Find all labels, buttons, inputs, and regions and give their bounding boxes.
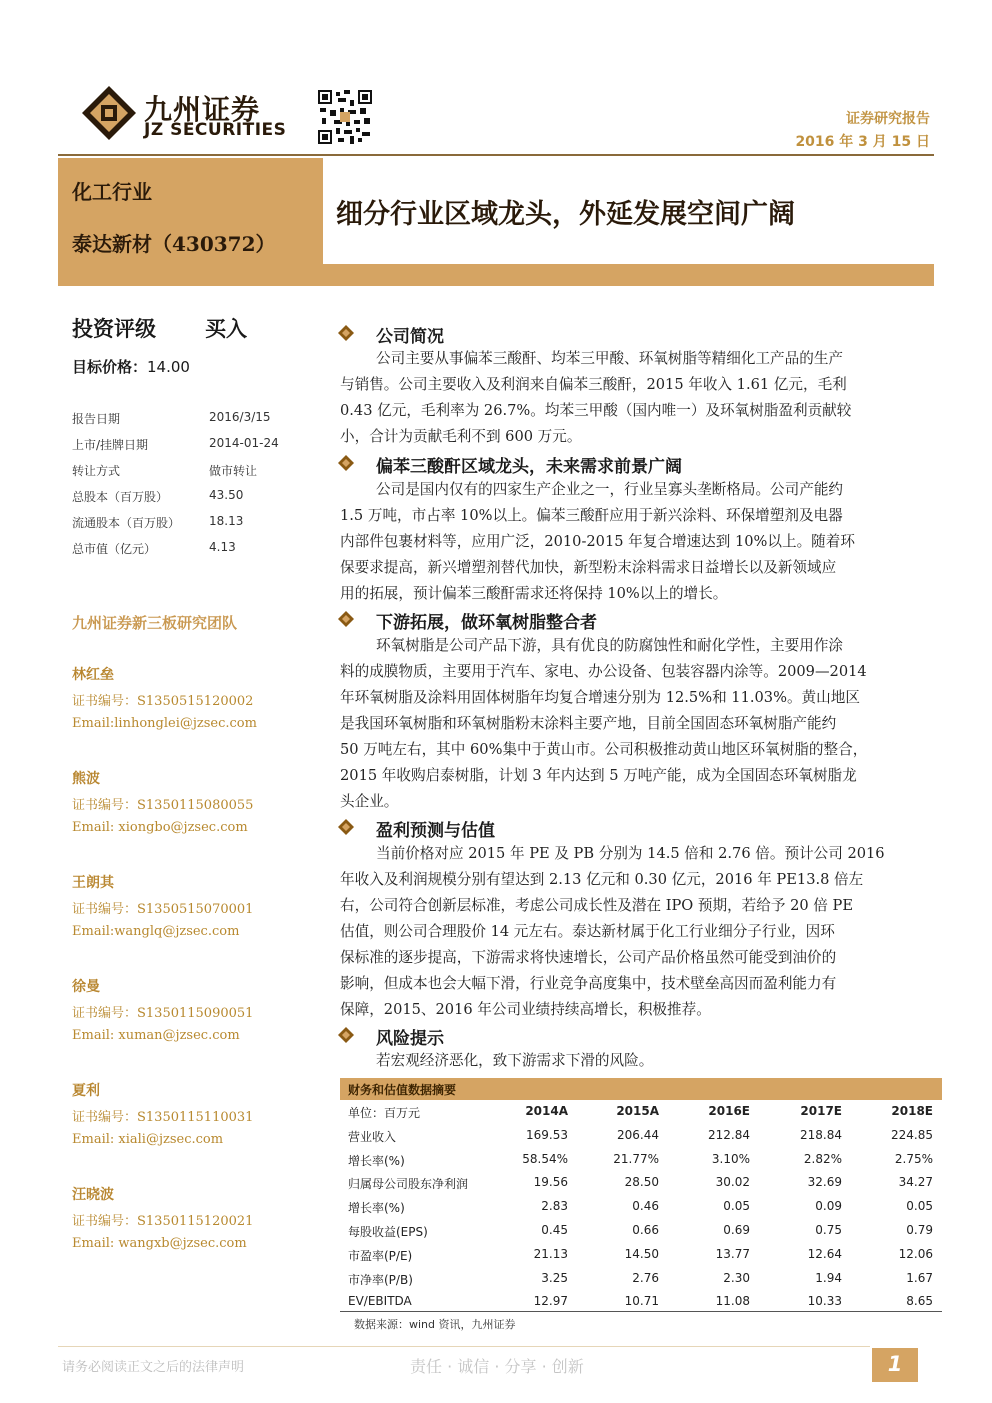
paragraph-line: 是我国环氧树脂和环氧树脂粉末涂料主要产地，目前全国固态环氧树脂产能约 [340,715,837,732]
paragraph-line: 与销售。公司主要收入及利润来自偏苯三酸酐，2015 年收入 1.61 亿元，毛利 [340,376,847,393]
footer-divider [58,1346,870,1347]
table-row [340,1267,942,1291]
analyst-cert: 证书编号：S1350115080055 [72,798,254,813]
section-bullet-icon [338,819,354,835]
analyst-cert: 证书编号：S1350115120021 [72,1214,254,1229]
analyst-name: 夏利 [72,1083,100,1099]
title-gold-bar [58,264,934,286]
table-header-cell: 2015A [616,1104,659,1118]
table-header-cell: 单位：百万元 [348,1106,421,1120]
industry-label: 化工行业 [72,180,152,204]
table-cell: 10.71 [624,1294,659,1309]
analyst-name: 林红垒 [72,667,114,683]
table-cell: 1.67 [906,1270,933,1285]
table-cell: 13.77 [715,1246,750,1261]
table-cell: 21.77% [613,1151,659,1166]
table-cell: 218.84 [800,1127,842,1142]
footer-slogan: 责任 · 诚信 · 分享 · 创新 [410,1357,584,1376]
company-label: 泰达新材（430372） [72,232,276,256]
table-cell: 19.56 [533,1175,568,1190]
table-cell: 21.13 [533,1246,568,1261]
table-cell: 12.64 [807,1246,842,1261]
table-cell: 58.54% [522,1151,568,1166]
analyst-cert: 证书编号：S1350115110031 [72,1110,254,1125]
paragraph-line: 头企业。 [340,793,399,810]
table-header-cell: 2016E [708,1104,750,1118]
rating-label: 投资评级 [72,316,156,341]
table-header-cell: 2017E [800,1104,842,1118]
table-bottom-rule [340,1311,942,1312]
paragraph-line: 若宏观经济恶化，致下游需求下滑的风险。 [376,1052,654,1069]
table-cell: 每股收益(EPS) [348,1224,428,1239]
table-cell: 市盈率(P/E) [348,1248,413,1263]
paragraph-line: 保要求提高，新兴增塑剂替代加快，新型粉末涂料需求日益增长以及新领域应 [340,559,837,576]
report-date: 2016 年 3 月 15 日 [795,134,930,150]
footer-disclaimer: 请务必阅读正文之后的法律声明 [62,1360,245,1375]
report-type: 证券研究报告 [846,111,930,127]
paragraph-line: 当前价格对应 2015 年 PE 及 PB 分别为 14.5 倍和 2.76 倍。预计公司 2016 [376,845,885,862]
table-row [340,1219,942,1243]
section-paragraph [340,841,934,1023]
info-key: 转让方式 [72,464,121,478]
financial-table [340,1100,942,1314]
report-headline: 细分行业区域龙头，外延发展空间广阔 [336,199,795,230]
section-title: 公司简况 [376,327,444,347]
table-header-cell: 2018E [891,1104,933,1118]
table-cell: 0.69 [723,1222,750,1237]
table-cell: 30.02 [715,1175,750,1190]
table-cell: 2.75% [894,1151,933,1166]
info-key: 总市值（亿元） [72,542,157,556]
table-row [340,1148,942,1172]
info-key: 上市/挂牌日期 [72,438,149,452]
table-cell: 2.30 [723,1270,750,1285]
analyst-name: 熊波 [72,771,100,787]
table-cell: 2.76 [632,1270,659,1285]
table-cell: 0.05 [723,1199,750,1214]
paragraph-line: 公司是国内仅有的四家生产企业之一，行业呈寡头垄断格局。公司产能约 [376,481,844,498]
paragraph-line: 0.43 亿元，毛利率为 26.7%。均苯三甲酸（国内唯一）及环氧树脂盈利贡献较 [340,402,852,419]
paragraph-line: 公司主要从事偏苯三酸酐、均苯三甲酸、环氧树脂等精细化工产品的生产 [376,350,844,367]
table-cell: 归属母公司股东净利润 [348,1177,469,1192]
section-paragraph [340,477,934,607]
table-cell: 12.06 [898,1246,933,1261]
section-bullet-icon [338,455,354,471]
logo-en-text: JZ SECURITIES [144,120,287,140]
team-title: 九州证券新三板研究团队 [72,614,238,632]
table-cell: 0.09 [815,1199,842,1214]
paragraph-line: 2015 年收购启泰树脂，计划 3 年内达到 5 万吨产能，成为全国固态环氧树脂龙 [340,767,857,784]
header-divider [58,154,934,156]
table-cell: 0.05 [906,1199,933,1214]
analyst-email[interactable]: Email:linhonglei@jzsec.com [72,716,257,731]
table-cell: 0.45 [541,1222,568,1237]
section-title: 下游拓展，做环氧树脂整合者 [376,613,597,633]
table-cell: 10.33 [807,1294,842,1309]
table-cell: 0.66 [632,1222,659,1237]
analyst-email[interactable]: Email: xuman@jzsec.com [72,1028,240,1043]
paragraph-line: 小，合计为贡献毛利不到 600 万元。 [340,428,582,445]
analyst-name: 徐曼 [72,979,100,995]
section-bullet-icon [338,1027,354,1043]
info-value: 2016/3/15 [209,410,271,424]
table-cell: 2.82% [803,1151,842,1166]
section-title: 盈利预测与估值 [376,821,495,841]
info-value: 18.13 [209,514,244,528]
table-cell: 3.25 [541,1270,568,1285]
section-bullet-icon [338,611,354,627]
paragraph-line: 保障，2015、2016 年公司业绩持续高增长，积极推荐。 [340,1001,711,1018]
table-title: 财务和估值数据摘要 [348,1083,457,1097]
table-cell: 8.65 [906,1294,933,1309]
analyst-cert: 证书编号：S1350515070001 [72,902,254,917]
table-row [340,1243,942,1267]
table-cell: 32.69 [807,1175,842,1190]
table-source: 数据来源：wind 资讯，九州证券 [354,1318,516,1331]
table-cell: 3.10% [711,1151,750,1166]
analyst-name: 王朗其 [72,875,114,891]
table-row [340,1195,942,1219]
paragraph-line: 年收入及利润规模分别有望达到 2.13 亿元和 0.30 亿元，2016 年 PE13.8 倍左 [340,871,864,888]
company-logo [82,86,287,144]
analyst-email[interactable]: Email:wanglq@jzsec.com [72,924,240,939]
table-cell: 28.50 [624,1175,659,1190]
paragraph-line: 年环氧树脂及涂料用固体树脂年均复合增速分别为 12.5%和 11.03%。黄山地区 [340,689,860,706]
table-cell: 0.79 [906,1222,933,1237]
table-cell: 2.83 [541,1199,568,1214]
analyst-email[interactable]: Email: wangxb@jzsec.com [72,1236,247,1251]
table-header-cell: 2014A [525,1104,568,1118]
table-cell: 0.46 [632,1199,659,1214]
paragraph-line: 保标准的逐步提高，下游需求将快速增长，公司产品价格虽然可能受到油价的 [340,949,837,966]
section-paragraph [340,633,934,815]
table-row [340,1171,942,1195]
section-title: 风险提示 [376,1029,444,1049]
paragraph-line: 1.5 万吨，市占率 10%以上。偏苯三酸酐应用于新兴涂料、环保增塑剂及电器 [340,507,843,524]
table-cell: 11.08 [715,1294,750,1309]
info-key: 报告日期 [72,412,121,426]
section-bullet-icon [338,325,354,341]
table-cell: 212.84 [708,1127,750,1142]
table-cell: 34.27 [898,1175,933,1190]
target-price-value: 14.00 [147,358,190,376]
analyst-name: 汪晓波 [72,1187,114,1203]
target-price-label: 目标价格： [72,358,148,376]
table-cell: 增长率(%) [348,1201,405,1216]
paragraph-line: 50 万吨左右，其中 60%集中于黄山市。公司积极推动黄山地区环氧树脂的整合， [340,741,868,758]
paragraph-line: 影响，但成本也会大幅下滑，行业竞争高度集中，技术壁垒高因而盈利能力有 [340,975,837,992]
section-paragraph [340,346,934,450]
target-price [72,356,190,377]
table-cell: 12.97 [533,1294,568,1309]
table-row [340,1124,942,1148]
analyst-cert: 证书编号：S1350515120002 [72,694,254,709]
paragraph-line: 估值，则公司合理股价 14 元左右。泰达新材属于化工行业细分子行业，因环 [340,923,835,940]
info-value: 43.50 [209,488,244,502]
info-key: 流通股本（百万股） [72,516,181,530]
table-cell: EV/EBITDA [348,1294,412,1309]
info-value: 4.13 [209,540,236,554]
paragraph-line: 内部件包裹材料等，应用广泛，2010-2015 年复合增速达到 10%以上。随着环 [340,533,855,550]
page-number: 1 [887,1352,903,1376]
paragraph-line: 用的拓展，预计偏苯三酸酐需求还将保持 10%以上的增长。 [340,585,728,602]
analyst-email[interactable]: Email: xiongbo@jzsec.com [72,820,248,835]
table-cell: 169.53 [526,1127,568,1142]
table-cell: 206.44 [617,1127,659,1142]
logo-icon [82,86,136,140]
section-title: 偏苯三酸酐区域龙头，未来需求前景广阔 [376,457,682,477]
paragraph-line: 料的成膜物质，主要用于汽车、家电、办公设备、包装容器内涂等。2009—2014 [340,663,867,680]
analyst-email[interactable]: Email: xiali@jzsec.com [72,1132,224,1147]
table-cell: 营业收入 [348,1129,397,1144]
table-header-row [340,1100,942,1124]
info-value: 2014-01-24 [209,436,279,450]
info-value: 做市转让 [209,464,258,478]
paragraph-line: 环氧树脂是公司产品下游，具有优良的防腐蚀性和耐化学性，主要用作涂 [376,637,844,654]
table-cell: 市净率(P/B) [348,1272,413,1287]
table-cell: 14.50 [624,1246,659,1261]
qr-code-icon [318,90,372,144]
rating-value: 买入 [205,316,247,341]
table-cell: 1.94 [815,1270,842,1285]
section-paragraph [340,1048,934,1074]
logo-cn-text: 九州证券 [144,93,261,126]
table-cell: 224.85 [891,1127,933,1142]
analyst-cert: 证书编号：S1350115090051 [72,1006,254,1021]
info-key: 总股本（百万股） [72,490,169,504]
table-cell: 增长率(%) [348,1153,405,1168]
table-cell: 0.75 [815,1222,842,1237]
paragraph-line: 右，公司符合创新层标准，考虑公司成长性及潜在 IPO 预期，若给予 20 倍 PE [340,897,854,914]
